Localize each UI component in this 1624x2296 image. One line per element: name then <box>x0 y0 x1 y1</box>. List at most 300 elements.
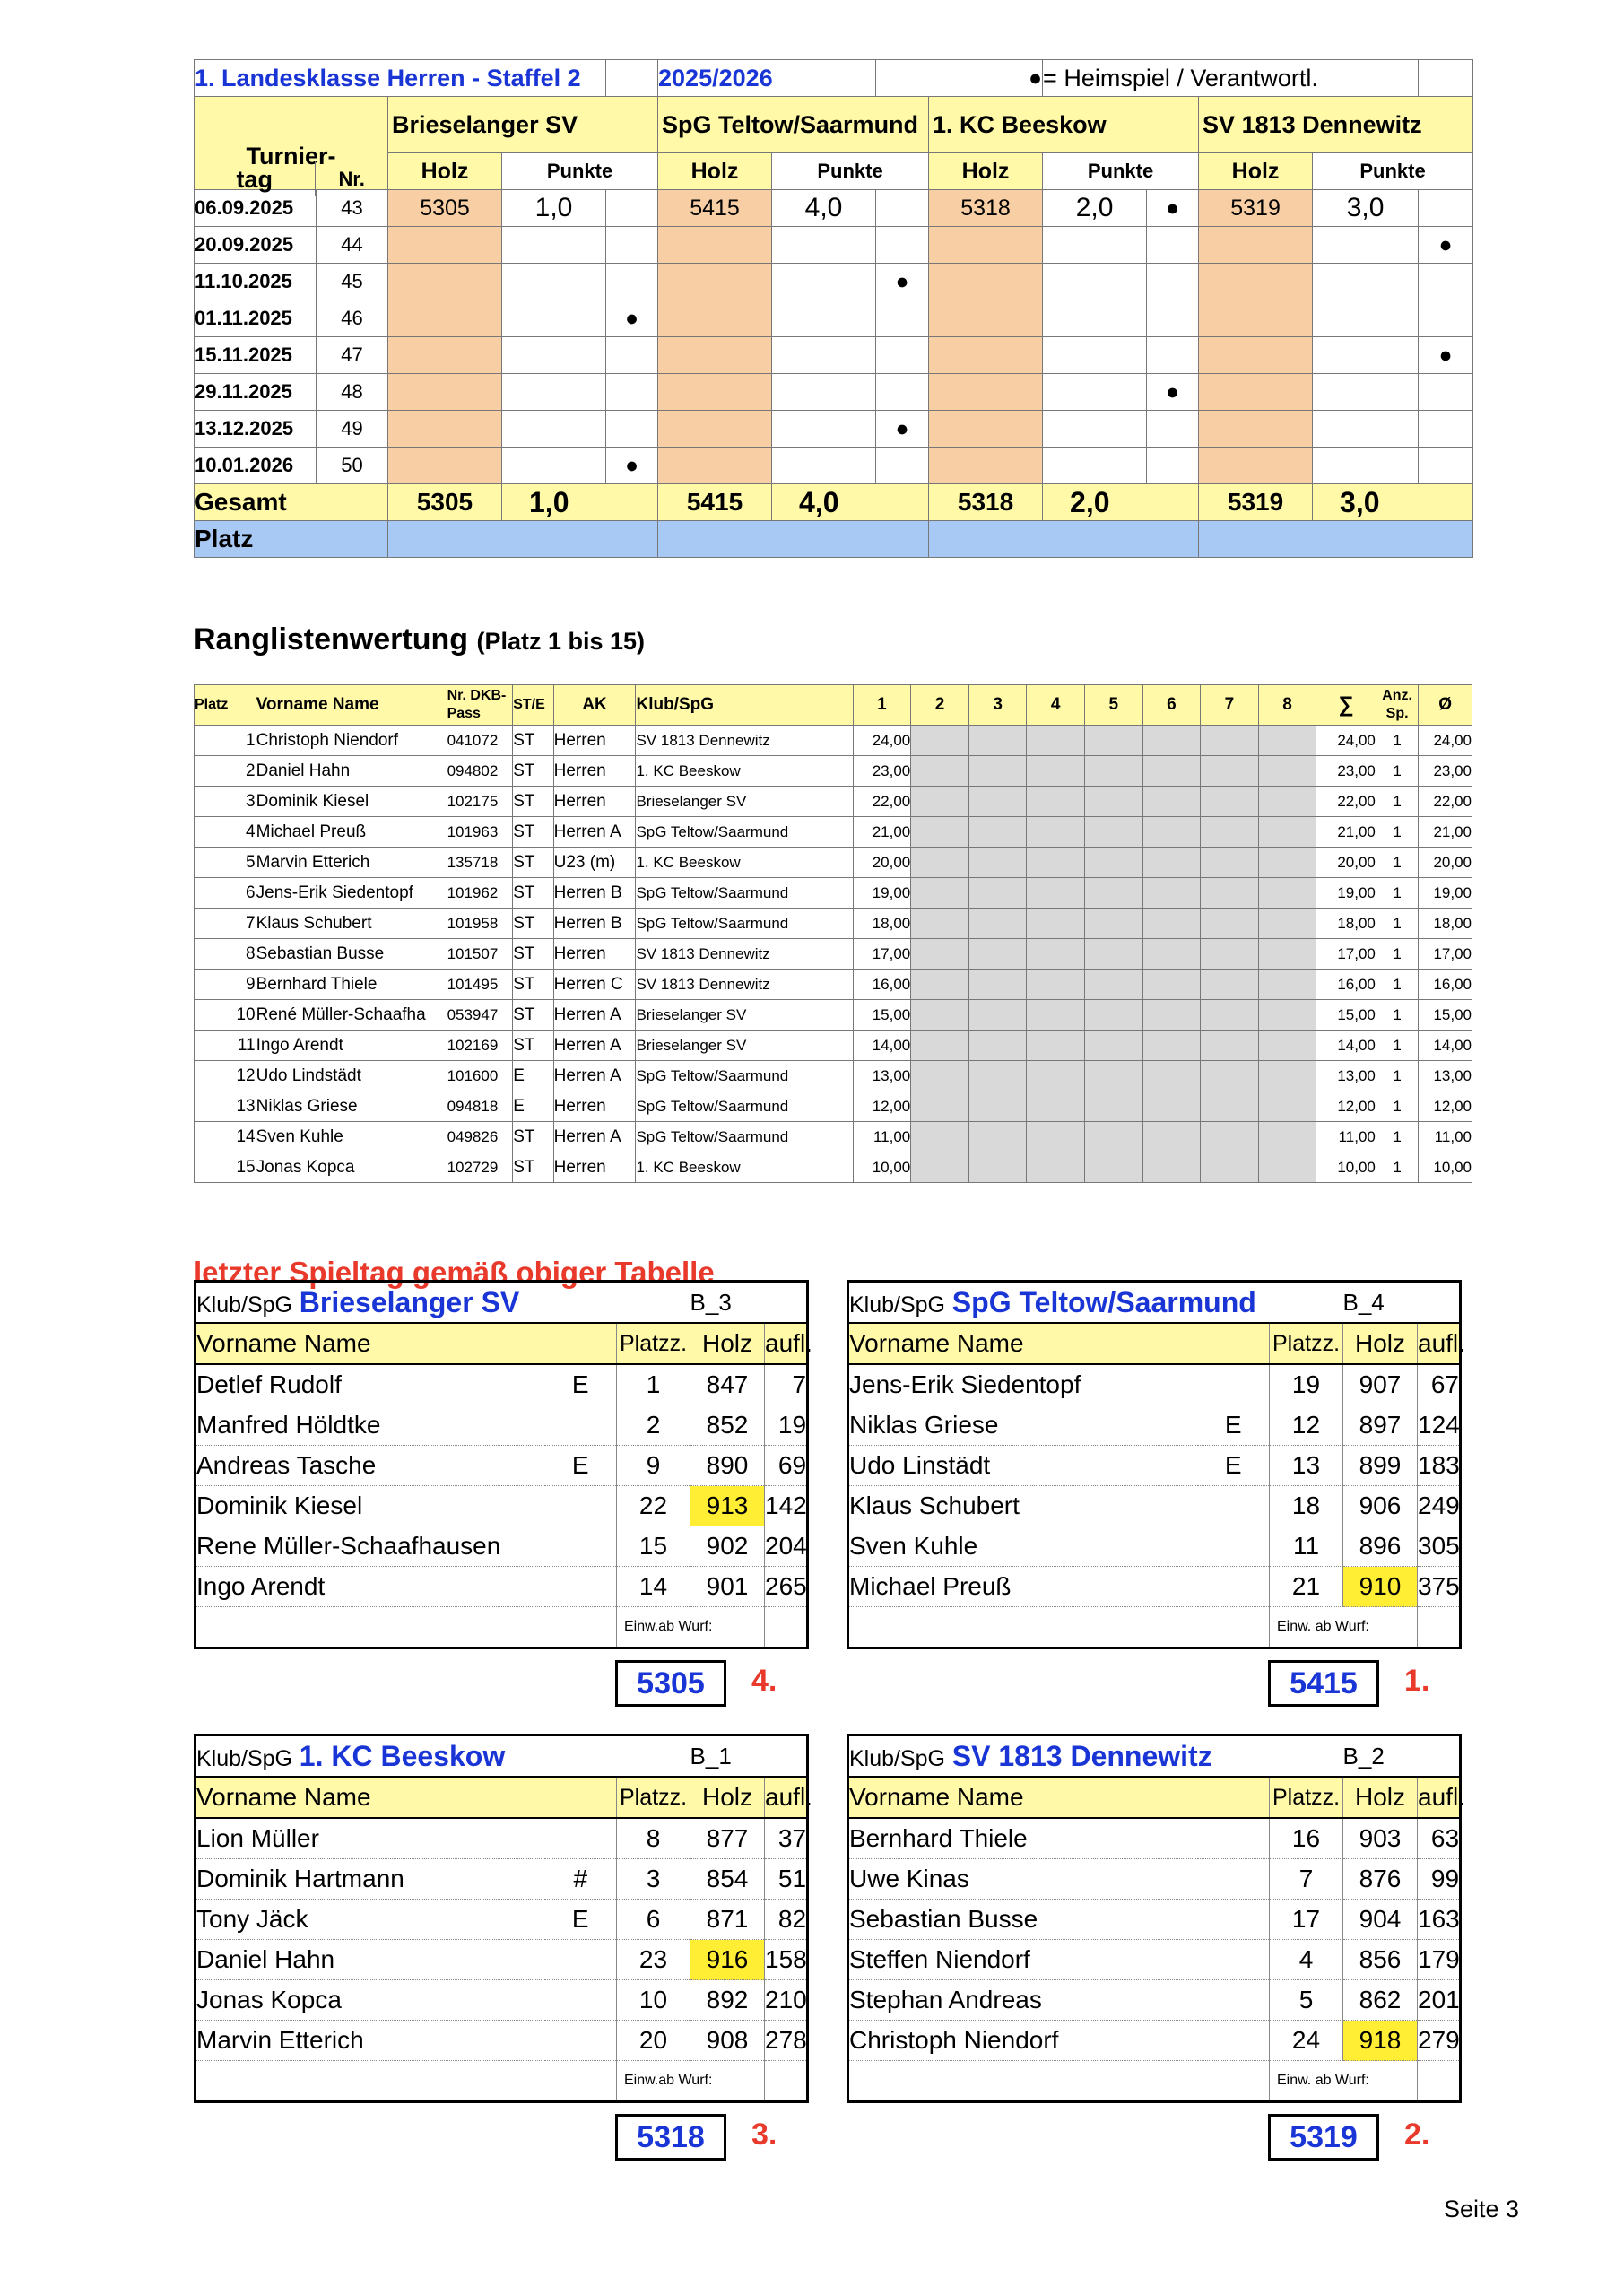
rank-game-empty <box>911 1122 969 1152</box>
rank-game-empty <box>1201 970 1259 1000</box>
player-row <box>195 1900 808 1940</box>
holz-cell <box>658 300 772 337</box>
home-dot: ● <box>876 411 929 448</box>
rank-game-empty <box>911 939 969 970</box>
ranking-subtitle: (Platz 1 bis 15) <box>476 628 646 655</box>
empty-cell <box>765 2061 808 2102</box>
team-total: 5305 <box>615 1660 726 1707</box>
rank-platz: 6 <box>195 878 256 909</box>
punkte-header: Punkte <box>1313 153 1473 190</box>
punkte-header: Punkte <box>502 153 658 190</box>
empty-cell <box>1418 2061 1461 2102</box>
header-game: 4 <box>1027 685 1085 726</box>
rank-pass: 101958 <box>447 909 513 939</box>
player-name: Detlef Rudolf <box>195 1364 545 1405</box>
player-row <box>848 1980 1461 2021</box>
rank-klub: Brieselanger SV <box>636 787 853 817</box>
rank-ste: ST <box>513 909 553 939</box>
team-klub-cell <box>848 1735 1343 1778</box>
rank-game-empty <box>1027 1152 1085 1183</box>
header-ste: ST/E <box>513 685 553 726</box>
rank-avg: 13,00 <box>1419 1061 1472 1091</box>
player-name: Dominik Hartmann <box>195 1859 545 1900</box>
rank-game-empty <box>1258 848 1316 878</box>
home-dot <box>876 337 929 374</box>
rank-anz: 1 <box>1376 970 1418 1000</box>
date-cell: 29.11.2025 <box>195 374 317 411</box>
player-aufl: 201 <box>1418 1980 1461 2021</box>
rank-ste: ST <box>513 939 553 970</box>
rank-anz: 1 <box>1376 1000 1418 1031</box>
player-row <box>195 1364 808 1405</box>
rank-avg: 24,00 <box>1419 726 1472 756</box>
header-platz: Platzz. <box>617 1323 690 1364</box>
rank-klub: SpG Teltow/Saarmund <box>636 878 853 909</box>
holz-cell: 5319 <box>1199 190 1313 227</box>
rank-game-empty <box>1027 787 1085 817</box>
punkte-cell <box>772 337 876 374</box>
rank-klub: SV 1813 Dennewitz <box>636 726 853 756</box>
rank-game-empty <box>1201 1061 1259 1091</box>
player-name: Rene Müller-Schaafhausen <box>195 1526 545 1567</box>
punkte-cell <box>502 337 606 374</box>
rank-ak: Herren <box>553 939 636 970</box>
rank-name: Christoph Niendorf <box>256 726 447 756</box>
player-name: Ingo Arendt <box>195 1567 545 1607</box>
rank-sum: 17,00 <box>1316 939 1376 970</box>
team-total: 5318 <box>615 2114 726 2161</box>
player-mark <box>1198 1364 1270 1405</box>
rank-game-empty <box>1201 878 1259 909</box>
team-klub-cell <box>848 1282 1343 1324</box>
rank-anz: 1 <box>1376 878 1418 909</box>
player-platz: 21 <box>1270 1567 1343 1607</box>
rank-game-empty <box>968 970 1027 1000</box>
home-dot <box>876 448 929 484</box>
player-row <box>195 1526 808 1567</box>
player-platz: 10 <box>617 1980 690 2021</box>
team-code: B_1 <box>690 1735 808 1778</box>
home-dot: ● <box>606 448 658 484</box>
rank-game-empty <box>1142 1061 1201 1091</box>
player-aufl: 69 <box>765 1446 808 1486</box>
team-name: Brieselanger SV <box>299 1285 520 1318</box>
holz-cell <box>388 411 502 448</box>
legend-dot: ● <box>876 60 1043 97</box>
home-dot <box>1419 411 1473 448</box>
team-name: 1. KC Beeskow <box>299 1739 506 1772</box>
player-platz: 23 <box>617 1940 690 1980</box>
rank-ste: ST <box>513 726 553 756</box>
rank-game-empty <box>911 1091 969 1122</box>
rank-game-1: 12,00 <box>853 1091 911 1122</box>
rank-game-1: 17,00 <box>853 939 911 970</box>
league-table <box>194 59 1473 558</box>
header-holz: Holz <box>690 1777 765 1818</box>
rank-anz: 1 <box>1376 787 1418 817</box>
rank-ste: ST <box>513 848 553 878</box>
holz-cell <box>1199 374 1313 411</box>
rank-anz: 1 <box>1376 1152 1418 1183</box>
rank-sum: 10,00 <box>1316 1152 1376 1183</box>
punkte-cell <box>1313 411 1419 448</box>
player-mark: E <box>545 1364 617 1405</box>
holz-cell <box>1199 227 1313 264</box>
rank-game-1: 10,00 <box>853 1152 911 1183</box>
player-row <box>195 1859 808 1900</box>
rank-game-empty <box>1258 878 1316 909</box>
player-name: Michael Preuß <box>848 1567 1198 1607</box>
player-mark <box>545 1818 617 1859</box>
holz-cell <box>1199 448 1313 484</box>
player-name: Marvin Etterich <box>195 2021 545 2061</box>
team-place: 4. <box>751 1664 777 1698</box>
player-holz: 897 <box>1343 1405 1418 1446</box>
player-row <box>848 1900 1461 1940</box>
rank-name: Bernhard Thiele <box>256 970 447 1000</box>
rank-platz: 10 <box>195 1000 256 1031</box>
rank-game-empty <box>1027 726 1085 756</box>
home-dot <box>606 264 658 300</box>
holz-header: Holz <box>388 153 502 190</box>
player-name: Lion Müller <box>195 1818 545 1859</box>
rank-game-empty <box>1258 1122 1316 1152</box>
header-anz-2: Sp. <box>1385 706 1409 721</box>
rank-game-empty <box>1084 1061 1142 1091</box>
team-header-0: Brieselanger SV <box>388 97 658 153</box>
rank-anz: 1 <box>1376 1091 1418 1122</box>
rank-name: Ingo Arendt <box>256 1031 447 1061</box>
rank-klub: SpG Teltow/Saarmund <box>636 1061 853 1091</box>
rank-game-empty <box>1084 1091 1142 1122</box>
season: 2025/2026 <box>658 60 876 97</box>
player-aufl: 51 <box>765 1859 808 1900</box>
rank-game-empty <box>968 909 1027 939</box>
player-name: Andreas Tasche <box>195 1446 545 1486</box>
header-aufl: aufl. <box>1418 1323 1461 1364</box>
rank-game-empty <box>911 787 969 817</box>
turniertag-label-2: tag <box>194 161 315 196</box>
platz-cell <box>1199 521 1473 558</box>
rank-anz: 1 <box>1376 1122 1418 1152</box>
header-holz: Holz <box>1343 1323 1418 1364</box>
player-mark <box>1198 1940 1270 1980</box>
player-mark <box>1198 1818 1270 1859</box>
rank-avg: 12,00 <box>1419 1091 1472 1122</box>
rank-game-empty <box>1027 1061 1085 1091</box>
rank-game-empty <box>968 1122 1027 1152</box>
einw-label: Einw.ab Wurf: <box>617 2061 765 2102</box>
rank-avg: 20,00 <box>1419 848 1472 878</box>
holz-cell <box>658 448 772 484</box>
holz-cell <box>658 337 772 374</box>
home-dot <box>1147 300 1199 337</box>
player-aufl: 375 <box>1418 1567 1461 1607</box>
rank-ste: ST <box>513 970 553 1000</box>
player-holz: 910 <box>1343 1567 1418 1607</box>
rank-platz: 8 <box>195 939 256 970</box>
player-mark <box>1198 1980 1270 2021</box>
rank-game-empty <box>911 909 969 939</box>
team-klub-cell <box>195 1282 690 1324</box>
rank-klub: SpG Teltow/Saarmund <box>636 1122 853 1152</box>
date-cell: 06.09.2025 <box>195 190 317 227</box>
gesamt-punkte: 2,0 <box>1043 484 1199 521</box>
player-platz: 11 <box>1270 1526 1343 1567</box>
rank-ak: Herren A <box>553 1122 636 1152</box>
home-dot <box>1419 264 1473 300</box>
rank-ak: Herren <box>553 787 636 817</box>
holz-cell <box>388 264 502 300</box>
player-platz: 18 <box>1270 1486 1343 1526</box>
punkte-cell <box>1043 300 1147 337</box>
rank-name: Dominik Kiesel <box>256 787 447 817</box>
rank-sum: 16,00 <box>1316 970 1376 1000</box>
page-number: Seite 3 <box>1444 2196 1520 2222</box>
holz-cell <box>1199 300 1313 337</box>
nr-cell: 49 <box>317 411 388 448</box>
rank-ak: Herren A <box>553 1031 636 1061</box>
holz-cell <box>929 411 1043 448</box>
rank-game-empty <box>1258 1031 1316 1061</box>
punkte-cell <box>1313 448 1419 484</box>
player-name: Udo Linstädt <box>848 1446 1198 1486</box>
rank-game-empty <box>1027 909 1085 939</box>
home-dot <box>606 411 658 448</box>
rank-ak: Herren B <box>553 878 636 909</box>
klub-label: Klub/SpG <box>849 1745 946 1771</box>
punkte-cell: 1,0 <box>502 190 606 227</box>
rank-avg: 23,00 <box>1419 756 1472 787</box>
legend-text: = Heimspiel / Verantwortl. <box>1043 60 1419 97</box>
player-holz: 903 <box>1343 1818 1418 1859</box>
rank-name: Jens-Erik Siedentopf <box>256 878 447 909</box>
player-platz: 12 <box>1270 1405 1343 1446</box>
rank-game-empty <box>1258 726 1316 756</box>
player-row <box>848 1486 1461 1526</box>
player-platz: 19 <box>1270 1364 1343 1405</box>
rank-game-empty <box>911 970 969 1000</box>
player-aufl: 142 <box>765 1486 808 1526</box>
player-mark <box>545 1405 617 1446</box>
player-mark <box>1198 2021 1270 2061</box>
rank-game-empty <box>1201 1091 1259 1122</box>
rank-avg: 22,00 <box>1419 787 1472 817</box>
home-dot <box>606 190 658 227</box>
header-game: 3 <box>968 685 1027 726</box>
player-row <box>195 1486 808 1526</box>
rank-game-1: 13,00 <box>853 1061 911 1091</box>
rank-sum: 13,00 <box>1316 1061 1376 1091</box>
rank-sum: 19,00 <box>1316 878 1376 909</box>
nr-cell: 48 <box>317 374 388 411</box>
rank-game-empty <box>1258 939 1316 970</box>
player-row <box>848 1818 1461 1859</box>
home-dot <box>606 337 658 374</box>
player-aufl: 204 <box>765 1526 808 1567</box>
home-dot <box>876 190 929 227</box>
holz-cell <box>388 227 502 264</box>
player-aufl: 210 <box>765 1980 808 2021</box>
empty-cell <box>606 60 658 97</box>
player-name: Stephan Andreas <box>848 1980 1198 2021</box>
player-aufl: 279 <box>1418 2021 1461 2061</box>
player-holz: 847 <box>690 1364 765 1405</box>
player-holz: 901 <box>690 1567 765 1607</box>
home-dot <box>1419 374 1473 411</box>
rank-game-empty <box>1084 726 1142 756</box>
rank-game-empty <box>911 878 969 909</box>
rank-game-empty <box>1258 970 1316 1000</box>
holz-cell <box>1199 337 1313 374</box>
rank-game-empty <box>911 1000 969 1031</box>
ranking-title <box>194 622 645 657</box>
header-pass <box>447 685 513 726</box>
player-holz: 852 <box>690 1405 765 1446</box>
header-aufl: aufl. <box>1418 1777 1461 1818</box>
punkte-cell <box>1313 264 1419 300</box>
rank-platz: 12 <box>195 1061 256 1091</box>
rank-platz: 4 <box>195 817 256 848</box>
rank-game-empty <box>968 1000 1027 1031</box>
player-name: Jonas Kopca <box>195 1980 545 2021</box>
rank-game-empty <box>1027 939 1085 970</box>
player-row <box>848 1364 1461 1405</box>
player-row <box>195 1818 808 1859</box>
rank-game-empty <box>1027 817 1085 848</box>
team-block <box>194 1734 812 2103</box>
rank-game-empty <box>968 939 1027 970</box>
rank-game-empty <box>968 1152 1027 1183</box>
platz-label: Platz <box>195 521 388 558</box>
rank-game-empty <box>1027 878 1085 909</box>
punkte-cell <box>1313 300 1419 337</box>
rank-avg: 19,00 <box>1419 878 1472 909</box>
rank-ste: E <box>513 1091 553 1122</box>
home-dot <box>1419 448 1473 484</box>
holz-cell <box>1199 264 1313 300</box>
rank-name: Michael Preuß <box>256 817 447 848</box>
holz-cell <box>658 374 772 411</box>
team-name: SV 1813 Dennewitz <box>951 1739 1212 1772</box>
rank-game-empty <box>1142 878 1201 909</box>
home-dot: ● <box>1147 190 1199 227</box>
rank-ste: ST <box>513 1031 553 1061</box>
header-klub: Klub/SpG <box>636 685 853 726</box>
header-game: 5 <box>1084 685 1142 726</box>
rank-game-1: 24,00 <box>853 726 911 756</box>
nr-cell: 47 <box>317 337 388 374</box>
rank-name: Marvin Etterich <box>256 848 447 878</box>
table-row <box>195 909 1472 939</box>
rank-game-empty <box>1201 939 1259 970</box>
rank-game-empty <box>1142 1000 1201 1031</box>
rank-game-empty <box>1142 970 1201 1000</box>
rank-game-1: 23,00 <box>853 756 911 787</box>
team-total: 5415 <box>1268 1660 1379 1707</box>
home-dot <box>1147 227 1199 264</box>
rank-game-empty <box>1201 756 1259 787</box>
player-name: Bernhard Thiele <box>848 1818 1198 1859</box>
team-header-1: SpG Teltow/Saarmund <box>658 97 929 153</box>
punkte-cell <box>502 264 606 300</box>
rank-anz: 1 <box>1376 817 1418 848</box>
punkte-cell <box>1313 337 1419 374</box>
gesamt-punkte: 1,0 <box>502 484 658 521</box>
punkte-cell <box>502 411 606 448</box>
player-platz: 9 <box>617 1446 690 1486</box>
gesamt-holz: 5415 <box>658 484 772 521</box>
team-header-2: 1. KC Beeskow <box>929 97 1199 153</box>
rank-pass: 102729 <box>447 1152 513 1183</box>
table-row <box>195 817 1472 848</box>
rank-sum: 21,00 <box>1316 817 1376 848</box>
rank-klub: Brieselanger SV <box>636 1000 853 1031</box>
empty-cell <box>1419 60 1473 97</box>
holz-cell <box>388 337 502 374</box>
rank-ak: Herren B <box>553 909 636 939</box>
rank-sum: 18,00 <box>1316 909 1376 939</box>
rank-game-empty <box>1142 1122 1201 1152</box>
player-row <box>848 1940 1461 1980</box>
player-name: Sebastian Busse <box>848 1900 1198 1940</box>
player-aufl: 249 <box>1418 1486 1461 1526</box>
holz-cell <box>929 448 1043 484</box>
player-row <box>848 1446 1461 1486</box>
rank-klub: SV 1813 Dennewitz <box>636 939 853 970</box>
rank-game-empty <box>1258 909 1316 939</box>
rank-game-empty <box>1201 1000 1259 1031</box>
player-holz: 908 <box>690 2021 765 2061</box>
header-aufl: aufl. <box>765 1777 808 1818</box>
rank-game-1: 22,00 <box>853 787 911 817</box>
rank-sum: 24,00 <box>1316 726 1376 756</box>
rank-game-empty <box>1258 1152 1316 1183</box>
rank-game-empty <box>1084 756 1142 787</box>
player-aufl: 37 <box>765 1818 808 1859</box>
punkte-cell <box>772 411 876 448</box>
table-row <box>195 787 1472 817</box>
rank-game-empty <box>911 817 969 848</box>
rank-sum: 11,00 <box>1316 1122 1376 1152</box>
rank-ste: ST <box>513 817 553 848</box>
empty-cell <box>848 1607 1270 1648</box>
player-holz: 877 <box>690 1818 765 1859</box>
rank-avg: 10,00 <box>1419 1152 1472 1183</box>
rank-game-empty <box>911 1061 969 1091</box>
rank-game-empty <box>968 1091 1027 1122</box>
rank-game-empty <box>1084 909 1142 939</box>
table-row <box>195 1061 1472 1091</box>
rank-name: Klaus Schubert <box>256 909 447 939</box>
nr-cell: 46 <box>317 300 388 337</box>
header-platz: Platzz. <box>617 1777 690 1818</box>
rank-klub: SpG Teltow/Saarmund <box>636 817 853 848</box>
holz-cell: 5318 <box>929 190 1043 227</box>
klub-label: Klub/SpG <box>196 1292 293 1318</box>
holz-cell <box>658 227 772 264</box>
rank-sum: 12,00 <box>1316 1091 1376 1122</box>
rank-game-1: 11,00 <box>853 1122 911 1152</box>
player-mark <box>545 2021 617 2061</box>
rank-game-empty <box>1258 1091 1316 1122</box>
last-day-title: letzter Spieltag gemäß obiger Tabelle <box>194 1256 715 1289</box>
player-row <box>848 1859 1461 1900</box>
holz-header: Holz <box>1199 153 1313 190</box>
rank-sum: 15,00 <box>1316 1000 1376 1031</box>
date-cell: 20.09.2025 <box>195 227 317 264</box>
player-holz: 892 <box>690 1980 765 2021</box>
